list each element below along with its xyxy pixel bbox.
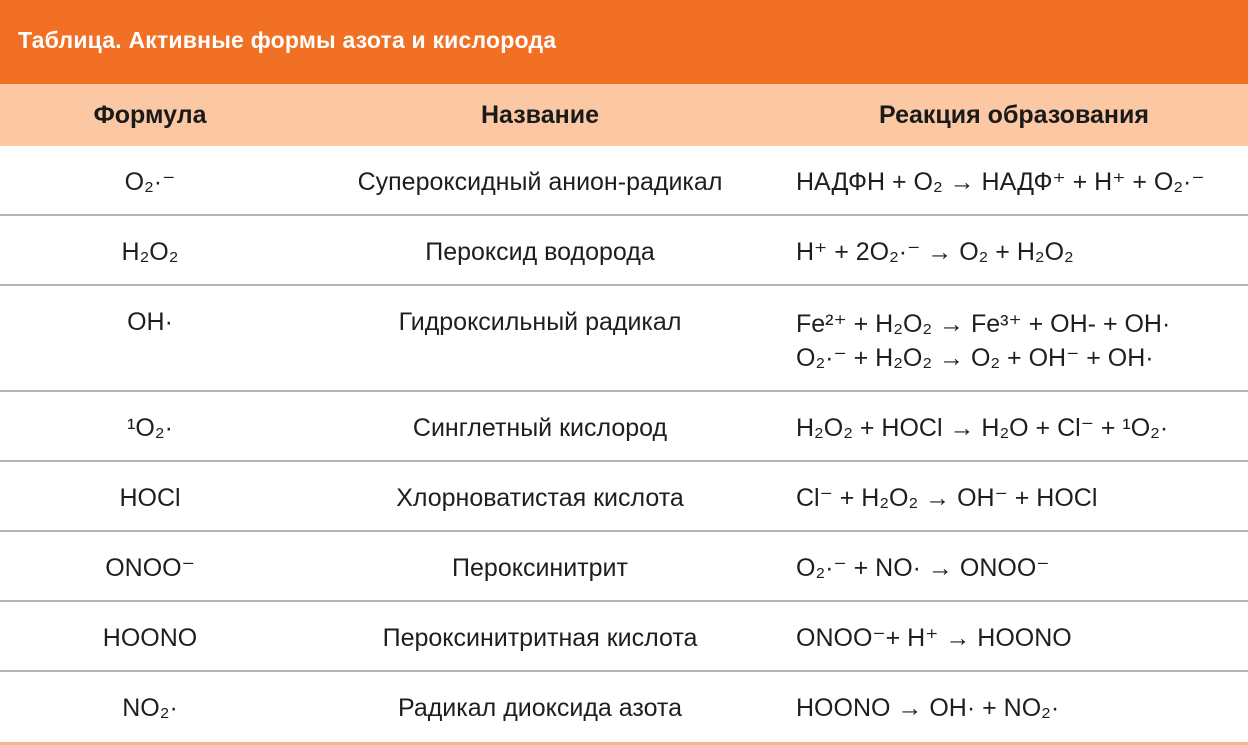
formula-cell: HOCl <box>119 484 181 512</box>
reaction-cell: H₂O₂ + HOCl → H₂O + Cl⁻ + ¹O₂· <box>796 414 1169 442</box>
table-title-bar <box>0 0 1248 84</box>
name-cell: Пероксид водорода <box>425 238 655 266</box>
header-reaction: Реакция образования <box>879 100 1149 129</box>
table-title: Таблица. Активные формы азота и кислорода <box>18 26 557 53</box>
reaction-line: Fe²⁺ + H₂O₂ → Fe³⁺ + OH- + OH· <box>796 310 1171 338</box>
formula-cell: H₂O₂ <box>121 238 179 266</box>
reaction-cell: O₂·⁻ + NO· → ONOO⁻ <box>796 554 1050 582</box>
table-body <box>0 146 1248 742</box>
header-formula: Формула <box>93 100 207 129</box>
formula-cell: ONOO⁻ <box>105 554 195 582</box>
name-cell: Гидроксильный радикал <box>398 308 682 336</box>
table-row <box>0 532 1248 602</box>
formula-cell: OH· <box>127 308 173 336</box>
name-cell: Синглетный кислород <box>412 414 668 442</box>
name-cell: Хлорноватистая кислота <box>396 484 684 512</box>
formula-cell: NO₂· <box>122 694 178 722</box>
reaction-cell: НАДФН + O₂ → НАДФ⁺ + H⁺ + O₂·⁻ <box>796 168 1205 196</box>
table-row <box>0 392 1248 462</box>
table-row <box>0 672 1248 742</box>
reaction-line: O₂·⁻ + H₂O₂ → O₂ + OH⁻ + OH· <box>796 344 1154 372</box>
table-row <box>0 286 1248 392</box>
name-cell: Супероксидный анион-радикал <box>357 168 723 196</box>
table-row <box>0 462 1248 532</box>
formula-cell: HOONO <box>102 624 198 652</box>
name-cell: Радикал диоксида азота <box>397 694 683 722</box>
name-cell: Пероксинитритная кислота <box>382 624 698 652</box>
table-row <box>0 146 1248 216</box>
table-row <box>0 216 1248 286</box>
formula-cell: O₂·⁻ <box>124 168 176 196</box>
reaction-cell <box>780 307 1248 375</box>
table-row <box>0 602 1248 672</box>
reaction-cell: ONOO⁻+ H⁺ → HOONO <box>796 624 1072 652</box>
reaction-cell: HOONO → OH· + NO₂· <box>796 694 1060 722</box>
reaction-cell: Cl⁻ + H₂O₂ → OH⁻ + HOCl <box>796 484 1098 512</box>
reaction-cell: H⁺ + 2O₂·⁻ → O₂ + H₂O₂ <box>796 238 1074 266</box>
name-cell: Пероксинитрит <box>452 554 628 582</box>
table-header-row <box>0 84 1248 146</box>
header-name: Название <box>480 100 599 129</box>
formula-cell: ¹O₂· <box>127 414 173 442</box>
